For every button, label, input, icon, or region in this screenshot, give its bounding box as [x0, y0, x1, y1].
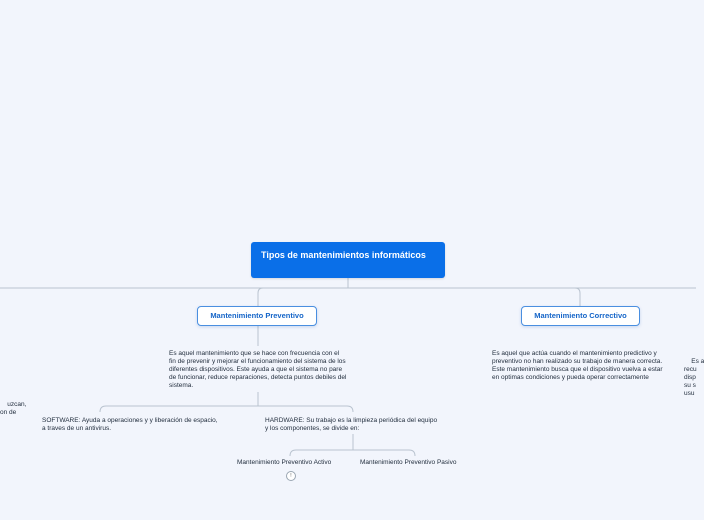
node-mantenimiento-correctivo[interactable] [521, 306, 640, 326]
children-bus [100, 406, 353, 412]
left-offscreen-fragment[interactable] [0, 393, 27, 425]
preventivo-description[interactable] [169, 350, 347, 390]
preventivo-description-text: Es aquel mantenimiento que se hace con frecuencia con el fin de prevenir y mejorar el funcionamiento del sistema de los diferentes dispositivos. Este ayuda a que el sistema no pare de funcionar, reduce reparaciones, detecta puntos debiles del sistema. [169, 350, 347, 389]
right-offscreen-fragment[interactable] [684, 350, 704, 406]
root-title: Tipos de mantenimientos informáticos [261, 250, 426, 260]
right-fragment-text: Es a recu disp su s usu [684, 358, 704, 397]
root-node[interactable] [251, 242, 445, 278]
hardware-text: HARDWARE: Su trabajo es la limpieza periódica del equipo y los componentes, se divide en: [265, 417, 438, 432]
hardware-node[interactable] [265, 417, 441, 433]
note-badge-text: ! [290, 473, 292, 479]
correctivo-description-text: Es aquel que actúa cuando el mantenimiento predictivo y preventivo no han realizado su trabajo de manera correcta. Este mantenimiento busca que el dispositivo vuelva a estar en optimas condiciones y pueda operar correctamente [492, 350, 663, 381]
node-correctivo-label: Mantenimiento Correctivo [534, 311, 627, 320]
node-mantenimiento-preventivo[interactable] [197, 306, 317, 326]
hardware-children-bus [290, 450, 415, 456]
software-text: SOFTWARE: Ayuda a operaciones y y liberación de espacio, a traves de un antivirus. [42, 417, 218, 432]
preventivo-pasivo-node[interactable] [360, 459, 480, 467]
preventivo-activo-node[interactable] [237, 459, 357, 467]
correctivo-description[interactable] [492, 350, 668, 382]
left-fragment-text: uzcan, on de [0, 401, 27, 416]
correctivo-connector [575, 288, 580, 306]
preventivo-connector [258, 288, 263, 306]
preventivo-pasivo-text: Mantenimiento Preventivo Pasivo [360, 459, 457, 466]
node-preventivo-label: Mantenimiento Preventivo [210, 311, 304, 320]
software-node[interactable] [42, 417, 222, 433]
preventivo-activo-text: Mantenimiento Preventivo Activo [237, 459, 332, 466]
note-badge-icon[interactable] [286, 471, 296, 481]
